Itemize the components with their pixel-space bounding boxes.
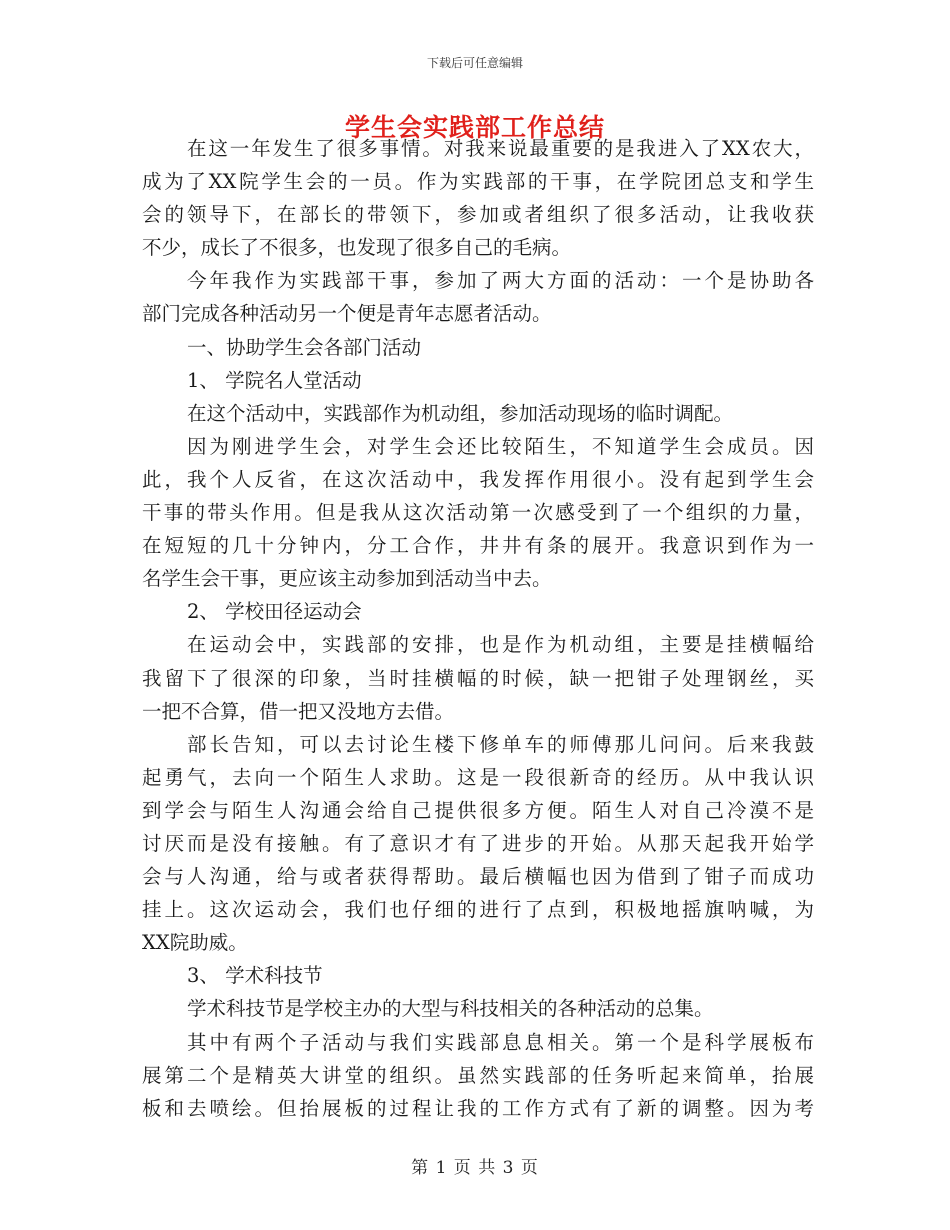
text-line: 在这个活动中，实践部作为机动组，参加活动现场的临时调配。	[187, 401, 734, 425]
text-line: 在运动会中，实践部的安排，也是作为机动组，主要是挂横幅给	[187, 633, 814, 657]
text-line: 其中有两个子活动与我们实践部息息相关。第一个是科学展板布	[187, 1030, 814, 1054]
text-line: 名学生会干事，更应该主动参加到活动当中去。	[142, 567, 552, 591]
text-line: 在这一年发生了很多事情。对我来说最重要的是我进入了XX农大，	[187, 137, 814, 160]
text-line: 1、 学院名人堂活动	[187, 368, 362, 392]
text-line: 挂上。这次运动会，我们也仔细的进行了点到，积极地摇旗呐喊，为	[142, 898, 814, 922]
text-line: 我留下了很深的印象，当时挂横幅的时候，缺一把钳子处理钢丝，买	[142, 666, 814, 690]
text-line: 不少，成长了不很多，也发现了很多自己的毛病。	[142, 236, 572, 260]
text-line: 因为刚进学生会，对学生会还比较陌生，不知道学生会成员。因	[187, 434, 814, 458]
document-body	[142, 132, 814, 1125]
text-line: 一、协助学生会各部门活动	[187, 335, 422, 359]
text-line: 部门完成各种活动另一个便是青年志愿者活动。	[142, 302, 552, 326]
document-title: 学生会实践部工作总结	[344, 113, 605, 142]
text-line: 2、 学校田径运动会	[187, 600, 362, 624]
text-line: 板和去喷绘。但抬展板的过程让我的工作方式有了新的调整。因为考	[142, 1096, 814, 1120]
text-line: 展第二个是精英大讲堂的组织。虽然实践部的任务听起来简单，抬展	[142, 1063, 814, 1087]
text-line: XX院助威。	[142, 931, 248, 955]
text-line: 到学会与陌生人沟通会给自己提供很多方便。陌生人对自己冷漠不是	[142, 798, 814, 822]
text-line: 成为了XX院学生会的一员。作为实践部的干事，在学院团总支和学生	[142, 170, 814, 194]
text-line: 学术科技节是学校主办的大型与科技相关的各种活动的总集。	[187, 997, 714, 1021]
text-line: 会的领导下，在部长的带领下，参加或者组织了很多活动，让我收获	[142, 203, 814, 227]
text-line: 一把不合算，借一把又没地方去借。	[142, 699, 455, 723]
text-line: 在短短的几十分钟内，分工合作，井井有条的展开。我意识到作为一	[142, 534, 814, 558]
text-line: 此，我个人反省，在这次活动中，我发挥作用很小。没有起到学生会	[142, 467, 814, 491]
text-line: 讨厌而是没有接触。有了意识才有了进步的开始。从那天起我开始学	[142, 831, 814, 855]
text-line: 今年我作为实践部干事，参加了两大方面的活动：一个是协助各	[187, 269, 814, 293]
text-line: 起勇气，去向一个陌生人求助。这是一段很新奇的经历。从中我认识	[142, 765, 814, 789]
page-header: 下载后可任意编辑	[426, 56, 523, 70]
text-line: 会与人沟通，给与或者获得帮助。最后横幅也因为借到了钳子而成功	[142, 865, 814, 889]
text-line: 干事的带头作用。但是我从这次活动第一次感受到了一个组织的力量，	[142, 501, 814, 525]
text-line: 部长告知，可以去讨论生楼下修单车的师傅那儿问问。后来我鼓	[187, 732, 814, 756]
text-line: 3、 学术科技节	[187, 964, 323, 988]
page-footer: 第 1 页 共 3 页	[411, 1158, 539, 1178]
